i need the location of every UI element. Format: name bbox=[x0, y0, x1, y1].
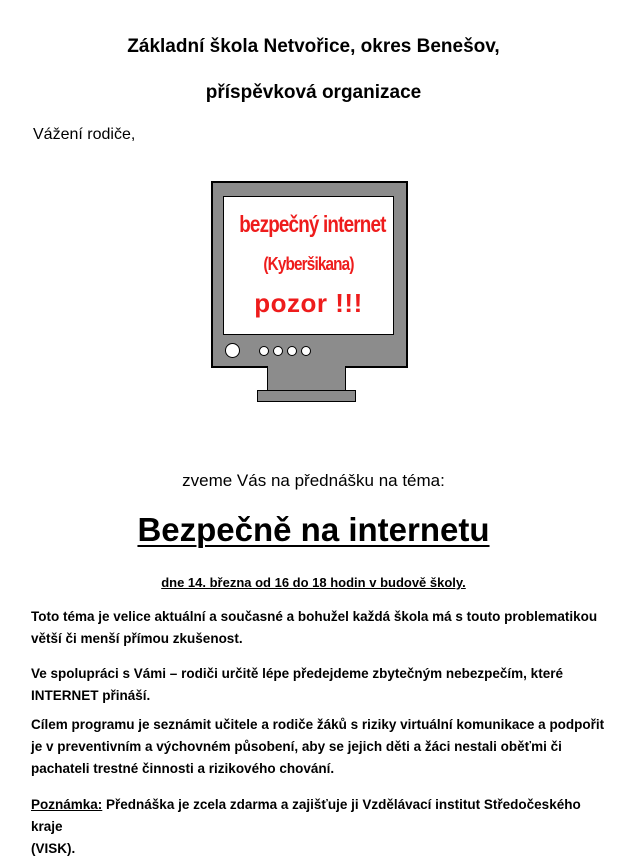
paragraph-cooperation bbox=[31, 663, 606, 707]
lecture-title-text: Bezpečně na internetu bbox=[137, 511, 490, 548]
monitor-screen bbox=[223, 196, 394, 335]
school-name-heading: Základní škola Netvořice, okres Benešov, bbox=[127, 36, 500, 57]
paragraph-topic bbox=[31, 606, 606, 650]
control-dot-icon bbox=[287, 346, 297, 356]
monitor-illustration bbox=[211, 181, 408, 368]
lecture-date-text: dne 14. března od 16 do 18 hodin v budově školy. bbox=[161, 575, 466, 590]
lecture-date bbox=[0, 574, 627, 592]
note-text: Přednáška je zcela zdarma a zajišťuje ji Vzdělávací institut Středočeského kraje bbox=[31, 797, 581, 834]
greeting: Vážení rodiče, bbox=[33, 126, 136, 143]
control-dot-icon bbox=[301, 346, 311, 356]
note-line: (VISK). bbox=[31, 841, 76, 856]
monitor-base bbox=[257, 390, 356, 402]
note-line bbox=[31, 794, 606, 838]
paragraph-line: Cílem programu je seznámit učitele a rodiče žáků s riziky virtuální komunikace a podpořit bbox=[31, 717, 605, 732]
power-button-icon bbox=[225, 343, 240, 358]
screen-text-warning: pozor !!! bbox=[254, 288, 363, 318]
control-dot-icon bbox=[259, 346, 269, 356]
paragraph-note bbox=[31, 794, 606, 860]
note-label: Poznámka: bbox=[31, 797, 103, 812]
lecture-title bbox=[0, 507, 627, 553]
paragraph-line: INTERNET přináší. bbox=[31, 688, 151, 703]
paragraph-goal bbox=[31, 714, 606, 780]
paragraph-line: Toto téma je velice aktuální a současné a bohužel každá škola má s touto problematikou bbox=[31, 609, 598, 624]
paragraph-line: Ve spolupráci s Vámi – rodiči určitě lépe předejdeme zbytečným nebezpečím, které bbox=[31, 666, 563, 681]
control-dot-icon bbox=[273, 346, 283, 356]
screen-text-cyberbullying: (Kyberšikana) bbox=[263, 254, 354, 274]
invitation-text: zveme Vás na přednášku na téma: bbox=[182, 471, 445, 490]
paragraph-line: větší či menší přímou zkušenost. bbox=[31, 631, 243, 646]
paragraph-line: je v preventivním a výchovném působení, aby se jejich děti a žáci nestali oběťmi či bbox=[31, 739, 562, 754]
school-type-heading: příspěvková organizace bbox=[205, 82, 422, 103]
monitor-neck bbox=[267, 366, 346, 392]
paragraph-line: pachateli trestné činnosti a rizikového chování. bbox=[31, 761, 335, 776]
screen-text-safe-internet: bezpečný internet bbox=[239, 211, 386, 237]
